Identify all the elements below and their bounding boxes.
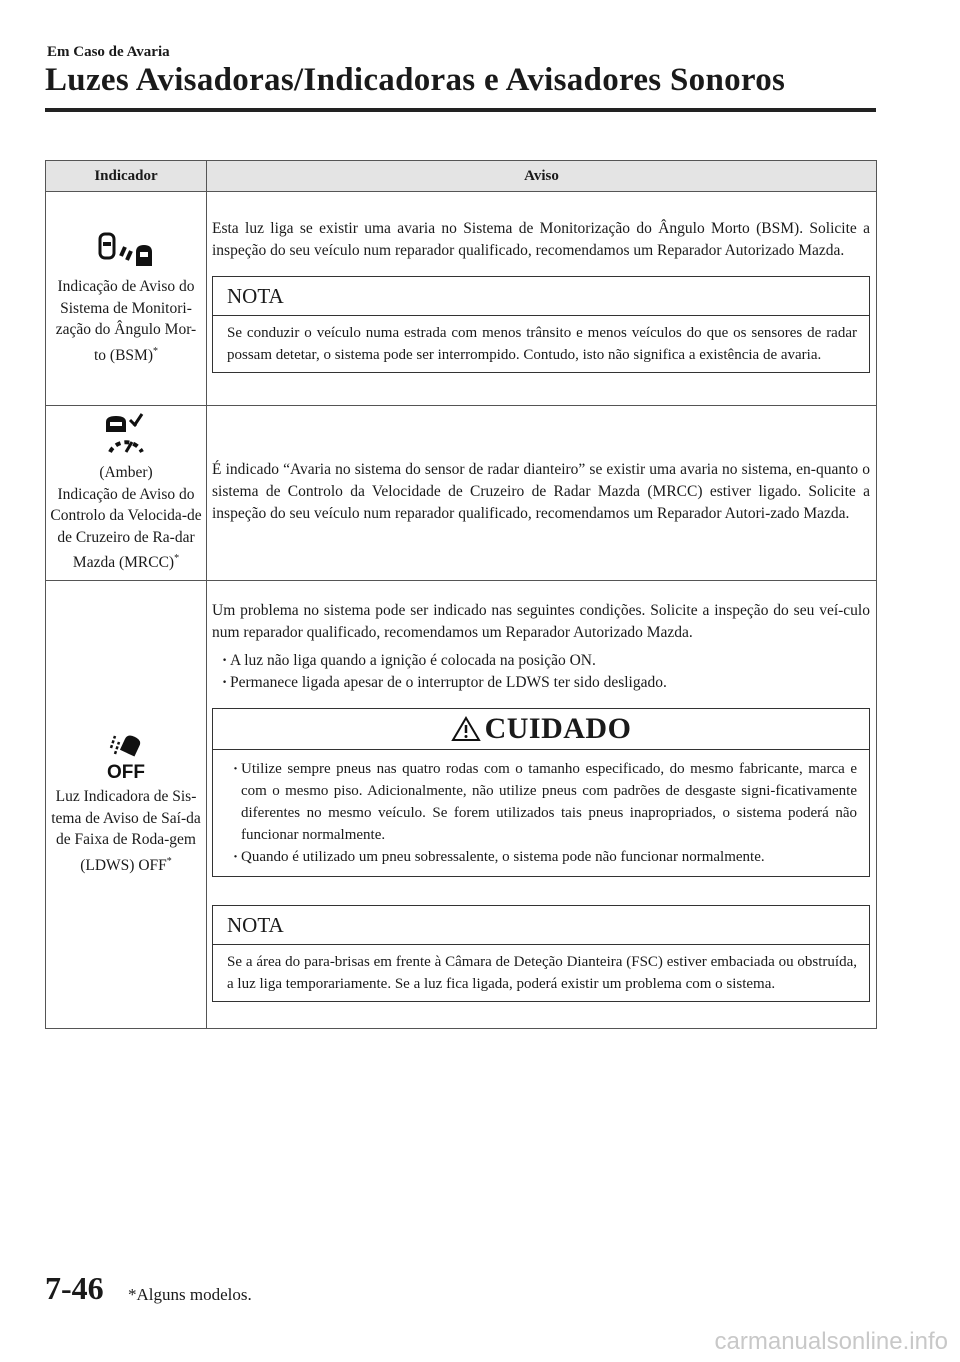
title-divider [45,108,876,112]
note-title: NOTA [213,906,869,945]
table-row [46,406,877,581]
caution-body [213,750,869,876]
section-label: Em Caso de Avaria [47,44,170,60]
caution-header [213,709,869,750]
page-number: 7-46 [45,1270,104,1306]
note-title: NOTA [213,277,869,316]
indicator-cell [46,192,207,406]
note-box [212,276,870,373]
warning-text: É indicado “Avaria no sistema do sensor de radar dianteiro” se existir uma avaria no sistema, en-quanto o sistema de Controlo da Velocidade de Cruzeiro de Radar Mazda (MRCC) estiver ligado. Solicite a inspeção do seu veículo num reparador qualificado, recomendamos um Reparador Autori-zado Mazda. [212,460,870,522]
indicator-label: Indicação de Aviso do Controlo da Velocida-de de Cruzeiro de Ra-dar Mazda (MRCC) [50,485,202,572]
warning-table [45,160,877,1029]
header-warning: Aviso [207,161,877,192]
message-cell [207,406,877,581]
warning-text: Esta luz liga se existir uma avaria no Sistema de Monitorização do Ângulo Morto (BSM). Solicite a inspeção do seu veículo num reparador qualificado, recomendamos um Reparador Autorizado Mazda. [212,220,870,259]
page-title: Luzes Avisadoras/Indicadoras e Avisadores Sonoros [45,62,786,98]
indicator-cell [46,580,207,1028]
asterisk-mark: * [166,855,172,867]
list-item: · Permanece ligada apesar de o interruptor de LDWS ter sido desligado. [218,672,870,694]
table-row [46,580,877,1028]
radar-cruise-control-icon [96,412,156,456]
warning-text: Um problema no sistema pode ser indicado nas seguintes condições. Solicite a inspeção do seu veí-culo num reparador qualificado, recomendamos um Reparador Autorizado Mazda. [212,602,870,642]
list-item: · Utilize sempre pneus nas quatro rodas com o tamanho especificado, do mesmo fabricante, marca e com o mesmo piso. Adicionalmente, não utilize pneus com padrões de desgaste signi-ficativamente diferentes no mesmo veículo. Se forem utilizados tais pneus inapropriados, o sistema poderá não funcionar normalmente. [229,758,857,846]
indicator-label: Indicação de Aviso do Sistema de Monitori-zação do Ângulo Mor-to (BSM) [55,278,197,365]
watermark: carmanualsonline.info [714,1328,948,1355]
indicator-cell [46,406,207,581]
asterisk-mark: * [153,345,158,357]
lane-departure-warning-off-icon [101,732,151,780]
table-header-row [46,161,877,192]
message-cell [207,192,877,406]
condition-list [212,650,870,694]
caution-title: CUIDADO [484,712,632,746]
message-cell [207,580,877,1028]
note-text: Se conduzir o veículo numa estrada com menos trânsito e menos veículos do que os sensores de radar possam detetar, o sistema pode ser interrompido. Contudo, isto não significa a existência de avaria. [227,325,857,363]
blind-spot-monitoring-icon [94,230,158,270]
asterisk-mark: * [174,553,180,564]
list-item: · Quando é utilizado um pneu sobressalente, o sistema pode não funcionar normalmente. [229,846,857,868]
indicator-label: Luz Indicadora de Sis-tema de Aviso de Saí-da de Faixa de Roda-gem (LDWS) OFF [51,788,201,874]
note-box [212,905,870,1002]
table-row [46,192,877,406]
footnote: *Alguns modelos. [128,1285,252,1304]
caution-box [212,708,870,877]
icon-off-text: OFF [107,762,145,781]
note-text: Se a área do para-brisas em frente à Câmara de Deteção Dianteira (FSC) estiver embaciada ou obstruída, a luz liga temporariamente. Se a luz fica ligada, poderá existir um problema com o sistema. [227,954,857,993]
header-indicator: Indicador [46,161,207,192]
list-item: · A luz não liga quando a ignição é colocada na posição ON. [218,650,870,672]
color-label: (Amber) [99,464,153,481]
warning-triangle-icon [451,716,481,742]
